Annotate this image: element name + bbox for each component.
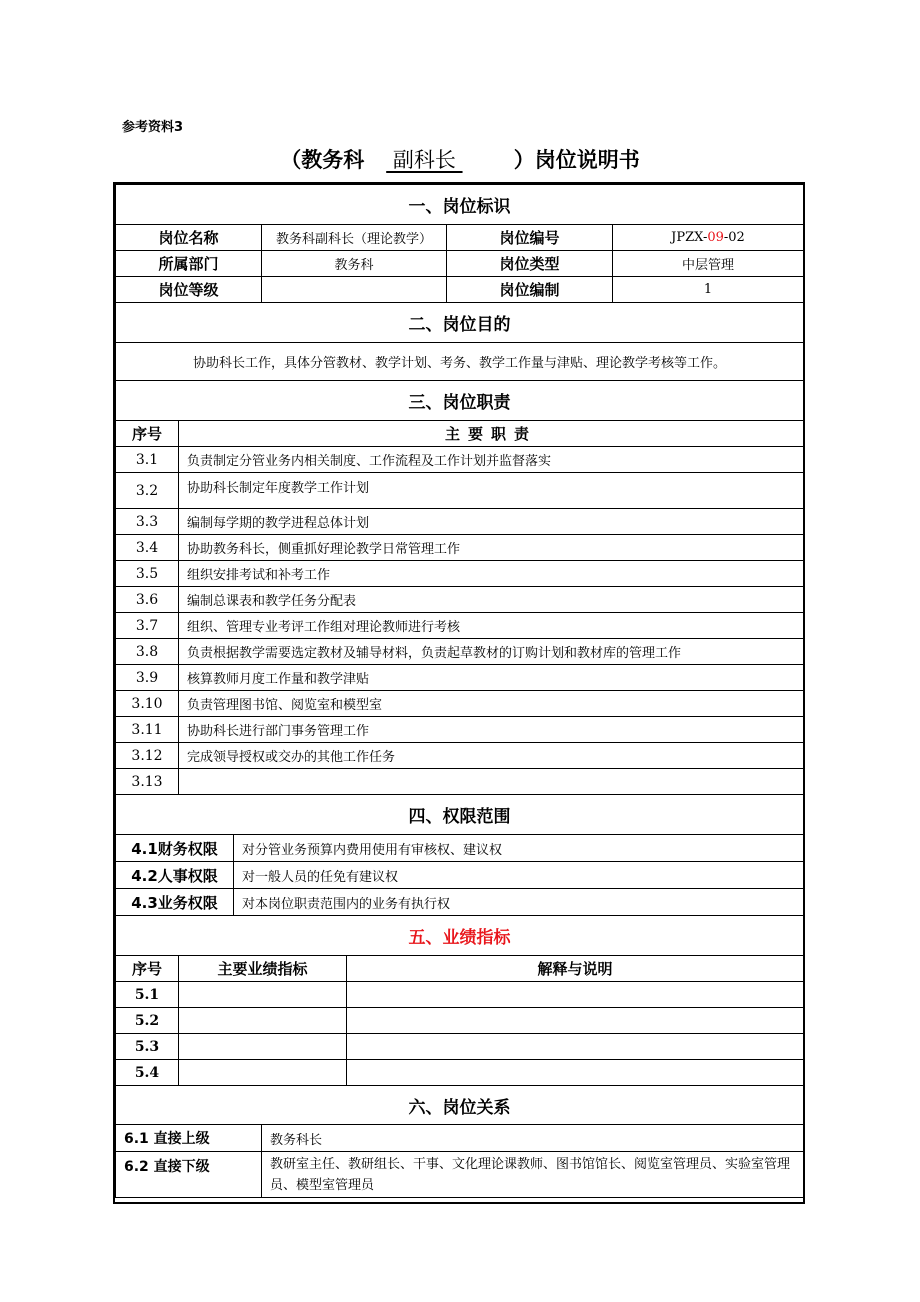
kpi-no: 5.2 <box>116 1008 179 1034</box>
subordinate-label: 6.2 直接下级 <box>116 1152 262 1198</box>
duty-no: 3.8 <box>116 639 179 665</box>
authority-label: 4.2人事权限 <box>116 862 234 889</box>
duty-no: 3.11 <box>116 717 179 743</box>
kpi-cell <box>179 1060 347 1086</box>
kpi-cell <box>179 1008 347 1034</box>
section4-heading: 四、权限范围 <box>116 795 804 835</box>
duty-no: 3.3 <box>116 509 179 535</box>
authority-label: 4.3业务权限 <box>116 889 234 916</box>
duty-no-header: 序号 <box>116 421 179 447</box>
reference-label: 参考资料3 <box>122 120 184 135</box>
duty-text: 编制每学期的教学进程总体计划 <box>179 509 804 535</box>
position-quota-label: 岗位编制 <box>447 277 613 303</box>
position-quota-value: 1 <box>613 277 804 303</box>
kpi-cell <box>179 982 347 1008</box>
kpi-no: 5.3 <box>116 1034 179 1060</box>
position-level-label: 岗位等级 <box>116 277 262 303</box>
authority-text: 对本岗位职责范围内的业务有执行权 <box>234 889 804 916</box>
section6-heading: 六、岗位关系 <box>116 1086 804 1125</box>
duty-no: 3.13 <box>116 769 179 795</box>
duty-text: 协助科长进行部门事务管理工作 <box>179 717 804 743</box>
duty-text: 核算教师月度工作量和教学津贴 <box>179 665 804 691</box>
duty-header: 主要职责 <box>179 421 804 447</box>
position-type-label: 岗位类型 <box>447 251 613 277</box>
duty-no: 3.1 <box>116 447 179 473</box>
title-close: ）岗位说明书 <box>513 148 640 172</box>
duty-text: 负责制定分管业务内相关制度、工作流程及工作计划并监督落实 <box>179 447 804 473</box>
position-level-value <box>262 277 447 303</box>
duty-text: 负责管理图书馆、阅览室和模型室 <box>179 691 804 717</box>
kpi-header: 主要业绩指标 <box>179 956 347 982</box>
superior-label: 6.1 直接上级 <box>116 1125 262 1152</box>
duty-no: 3.9 <box>116 665 179 691</box>
authority-text: 对一般人员的任免有建议权 <box>234 862 804 889</box>
duty-text: 组织安排考试和补考工作 <box>179 561 804 587</box>
duty-text: 协助科长制定年度教学工作计划 <box>179 473 804 509</box>
duty-text: 编制总课表和教学任务分配表 <box>179 587 804 613</box>
kpi-no: 5.4 <box>116 1060 179 1086</box>
duty-no: 3.6 <box>116 587 179 613</box>
section1-heading: 一、岗位标识 <box>116 185 804 225</box>
position-code-label: 岗位编号 <box>447 225 613 251</box>
document-title <box>0 144 920 174</box>
code-suffix: -02 <box>723 230 745 245</box>
purpose-text: 协助科长工作，具体分管教材、教学计划、考务、教学工作量与津贴、理论教学考核等工作。 <box>116 343 804 381</box>
duty-text: 协助教务科长，侧重抓好理论教学日常管理工作 <box>179 535 804 561</box>
kpi-note-header: 解释与说明 <box>347 956 804 982</box>
kpi-note-cell <box>347 1034 804 1060</box>
kpi-no: 5.1 <box>116 982 179 1008</box>
position-name-value: 教务科副科长（理论教学） <box>262 225 447 251</box>
duty-text: 负责根据教学需要选定教材及辅导材料，负责起草教材的订购计划和教材库的管理工作 <box>179 639 804 665</box>
duty-no: 3.10 <box>116 691 179 717</box>
duty-no: 3.4 <box>116 535 179 561</box>
superior-value: 教务科长 <box>262 1125 804 1152</box>
subordinate-value: 教研室主任、教研组长、干事、文化理论课教师、图书馆馆长、阅览室管理员、实验室管理员、模型室管理员 <box>262 1152 804 1198</box>
authority-text: 对分管业务预算内费用使用有审核权、建议权 <box>234 835 804 862</box>
position-code-value <box>613 225 804 251</box>
section5-heading: 五、业绩指标 <box>116 916 804 956</box>
duty-no: 3.7 <box>116 613 179 639</box>
department-value: 教务科 <box>262 251 447 277</box>
position-type-value: 中层管理 <box>613 251 804 277</box>
code-mid: 09 <box>707 230 724 245</box>
kpi-note-cell <box>347 982 804 1008</box>
duty-no: 3.2 <box>116 473 179 509</box>
duty-text: 组织、管理专业考评工作组对理论教师进行考核 <box>179 613 804 639</box>
duty-no: 3.5 <box>116 561 179 587</box>
position-name-label: 岗位名称 <box>116 225 262 251</box>
authority-label: 4.1财务权限 <box>116 835 234 862</box>
kpi-no-header: 序号 <box>116 956 179 982</box>
kpi-cell <box>179 1034 347 1060</box>
kpi-note-cell <box>347 1060 804 1086</box>
title-position: 副科长 <box>386 148 463 172</box>
section3-heading: 三、岗位职责 <box>116 381 804 421</box>
section2-heading: 二、岗位目的 <box>116 303 804 343</box>
title-open: （教务科 <box>280 148 365 172</box>
duty-text: 完成领导授权或交办的其他工作任务 <box>179 743 804 769</box>
job-description-table <box>115 184 804 1198</box>
department-label: 所属部门 <box>116 251 262 277</box>
kpi-note-cell <box>347 1008 804 1034</box>
code-prefix: JPZX- <box>671 230 708 245</box>
duty-text <box>179 769 804 795</box>
duty-no: 3.12 <box>116 743 179 769</box>
